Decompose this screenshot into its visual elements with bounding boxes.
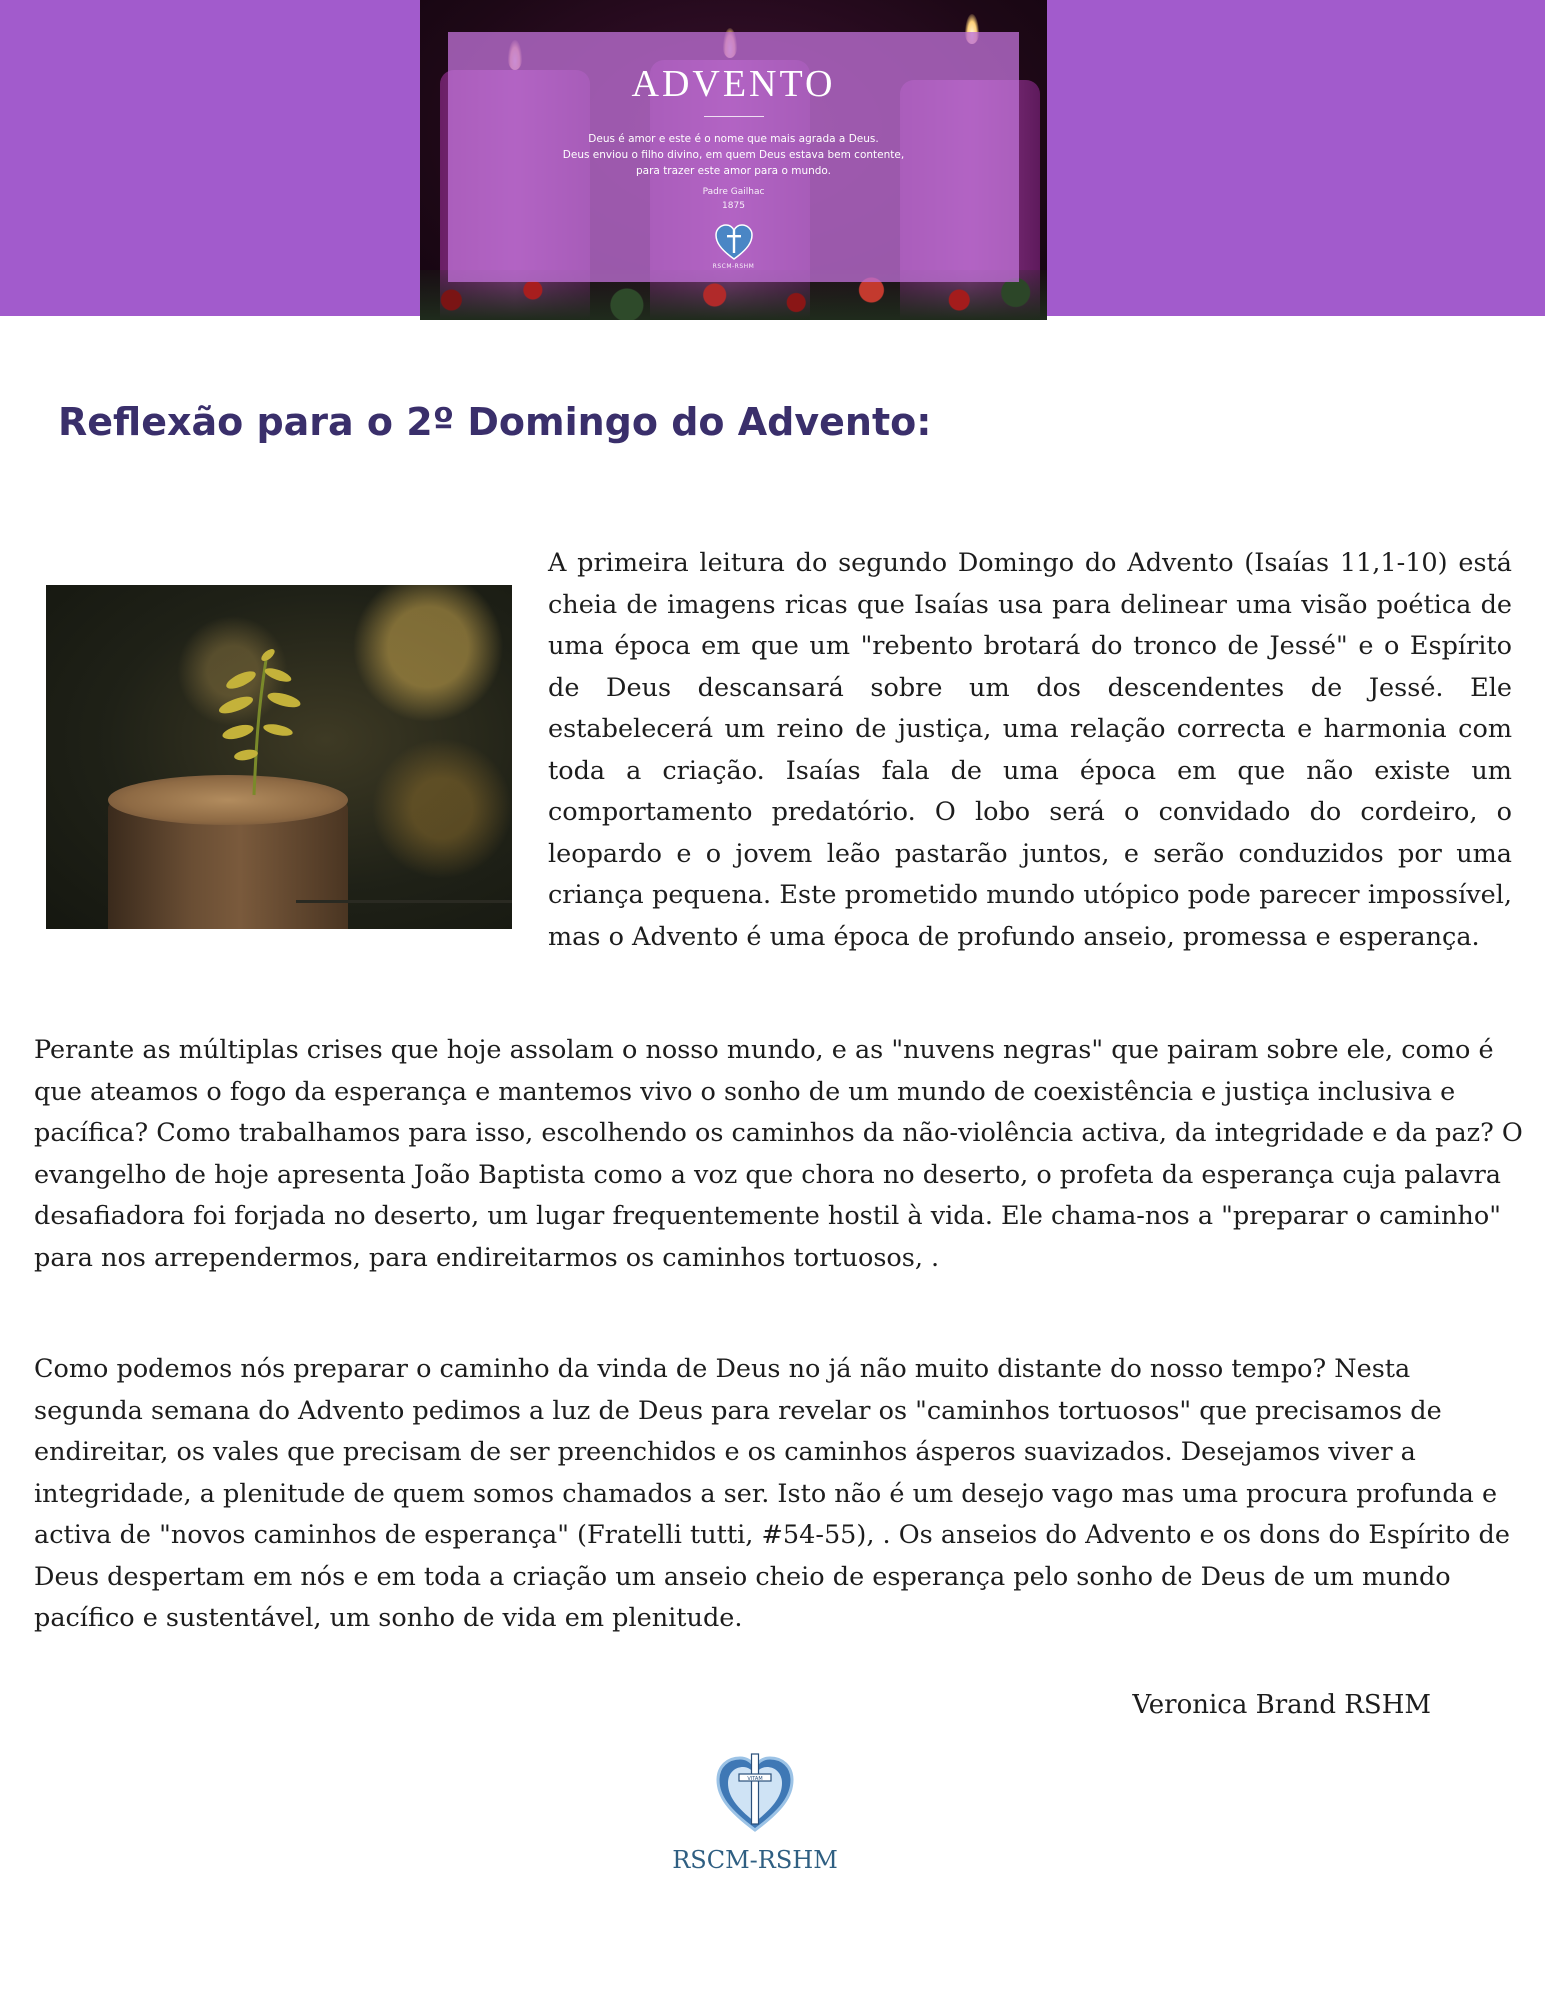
fern-sprout-icon (196, 640, 316, 800)
banner-author-year: 1875 (722, 201, 745, 211)
banner-divider (704, 116, 764, 117)
banner-quote-line: para trazer este amor para o mundo. (636, 165, 831, 177)
page-title: Reflexão para o 2º Domingo do Advento: (58, 400, 932, 444)
reflection-paragraph-1: A primeira leitura do segundo Domingo do Advento (Isaías 11,1-10) está cheia de imagens ricas que Isaías usa para delinear uma visão poética de uma época em que um "rebento brotará do tronco de Jessé" e o Espírito de Deus descansará sobre um dos descendentes de Jessé. Ele estabelecerá um reino de justiça, uma relação correcta e harmonia com toda a criação. Isaías fala de uma época em que não existe um comportamento predatório. O lobo será o convidado do cordeiro, o leopardo e o jovem leão pastarão juntos, e serão conduzidos por uma criança pequena. Este prometido mundo utópico pode parecer impossível, mas o Advento é uma época de profundo anseio, promessa e esperança. (548, 548, 1512, 952)
banner-author (448, 185, 1019, 213)
sprout-on-stump-photo (46, 585, 512, 929)
footer-logo-label: RSCM-RSHM (672, 1846, 838, 1874)
reflection-paragraph-2: Perante as múltiplas crises que hoje assolam o nosso mundo, e as "nuvens negras" que pairam sobre ele, como é que ateamos o fogo da esperança e mantemos vivo o sonho de um mundo de coexistência e justiça inclusiva e pacífica? Como trabalhamos para isso, escolhendo os caminhos da não-violência activa, da integridade e da paz? O evangelho de hoje apresenta João Baptista como a voz que chora no deserto, o profeta da esperança cuja palavra desafiadora foi forjada no deserto, um lugar frequentemente hostil à vida. Ele chama-nos a "preparar o caminho" para nos arrependermos, para endireitarmos os caminhos tortuosos, . (34, 1035, 1523, 1273)
banner-quote-line: Deus é amor e este é o nome que mais agrada a Deus. (588, 133, 879, 145)
banner-text-panel (448, 32, 1019, 282)
author-signature: Veronica Brand RSHM (1132, 1690, 1431, 1720)
banner-quote-line: Deus enviou o filho divino, em quem Deus estava bem contente, (562, 149, 905, 161)
banner-author-name: Padre Gailhac (702, 187, 765, 197)
barbed-wire (296, 900, 512, 903)
banner-logo-label: RSCM-RSHM (712, 263, 755, 270)
logo-inner-text: VITAM (747, 1776, 763, 1782)
banner-quote (448, 131, 1019, 179)
rscm-heart-logo-icon (714, 223, 754, 263)
banner-title: ADVENTO (631, 63, 836, 105)
reflection-paragraph-3: Como podemos nós preparar o caminho da vinda de Deus no já não muito distante do nosso tempo? Nesta segunda semana do Advento pedimos a luz de Deus para revelar os "caminhos tortuosos" que precisamos de endireitar, os vales que precisam de ser preenchidos e os caminhos ásperos suavizados. Desejamos viver a integridade, a plenitude de quem somos chamados a ser. Isto não é um desejo vago mas uma procura profunda e activa de "novos caminhos de esperança" (Fratelli tutti, #54-55), . Os anseios do Advento e os dons do Espírito de Deus despertam em nós e em toda a criação um anseio cheio de esperança pelo sonho de Deus de um mundo pacífico e sustentável, um sonho de vida em plenitude. (34, 1354, 1510, 1633)
rscm-heart-cross-logo-icon (712, 1750, 798, 1836)
advent-banner-image (420, 0, 1047, 320)
